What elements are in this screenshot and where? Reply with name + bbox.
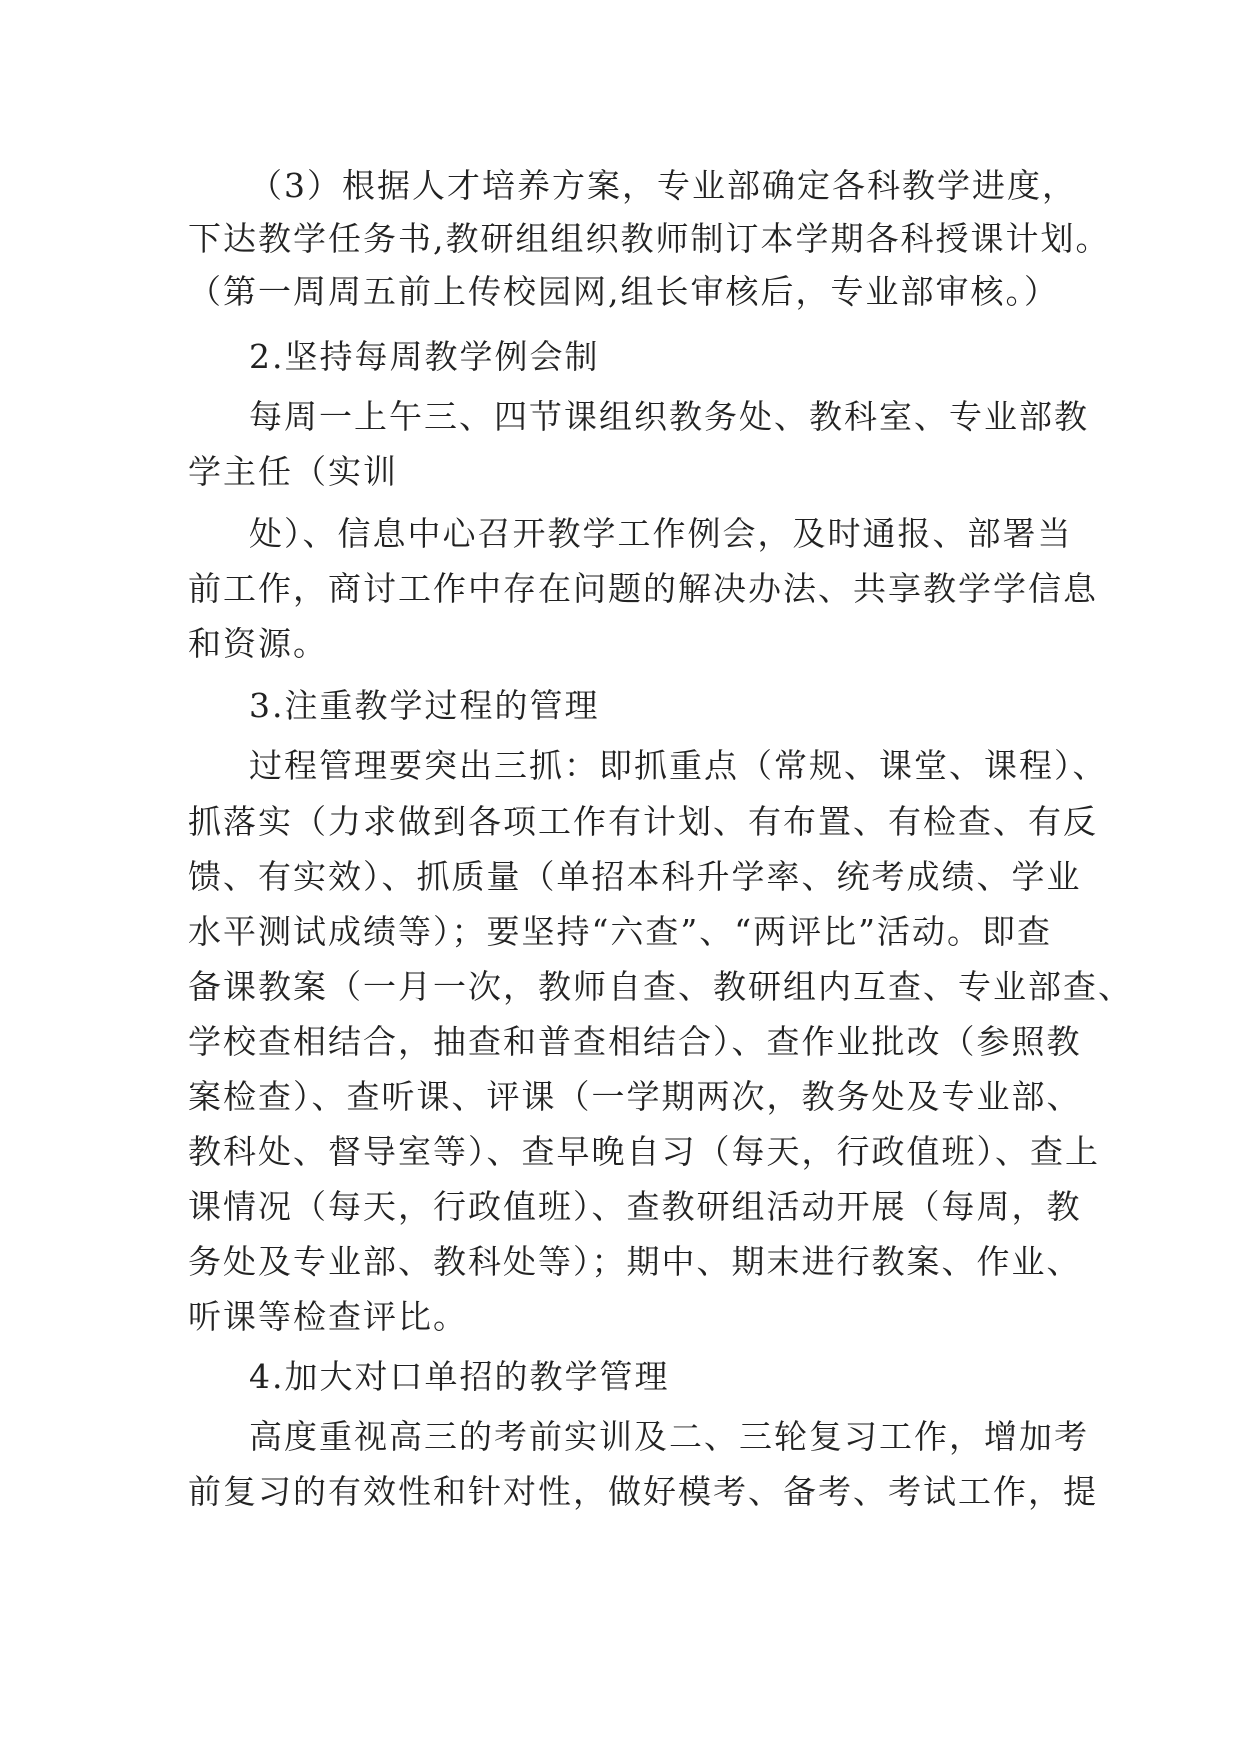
text-line: 教科处、督导室等）、查早晚自习（每天，行政值班）、查上 (188, 1132, 1100, 1171)
text-line: 高度重视高三的考前实训及二、三轮复习工作，增加考 (249, 1417, 1089, 1456)
text-line: 和资源。 (188, 624, 328, 663)
section-heading: 4.加大对口单招的教学管理 (249, 1357, 670, 1396)
text-line: 备课教案（一月一次，教师自查、教研组内互查、专业部查、 (188, 967, 1133, 1006)
text-line: 前工作，商讨工作中存在问题的解决办法、共享教学学信息 (188, 569, 1098, 608)
text-line: 学校查相结合，抽查和普查相结合）、查作业批改（参照教 (188, 1022, 1082, 1061)
text-line: （3）根据人才培养方案，专业部确定各科教学进度， (249, 166, 1077, 205)
text-line: （第一周周五前上传校园网,组长审核后，专业部审核。） (188, 272, 1059, 311)
text-line: 务处及专业部、教科处等）；期中、期末进行教案、作业、 (188, 1242, 1082, 1281)
text-line: 过程管理要突出三抓：即抓重点（常规、课堂、课程）、 (249, 746, 1108, 785)
text-line: 馈、有实效）、抓质量（单招本科升学率、统考成绩、学业 (188, 857, 1082, 896)
text-line: 抓落实（力求做到各项工作有计划、有布置、有检查、有反 (188, 802, 1098, 841)
text-line: 听课等检查评比。 (188, 1297, 468, 1336)
text-line: 处）、信息中心召开教学工作例会，及时通报、部署当 (249, 514, 1073, 553)
text-line: 案检查）、查听课、评课（一学期两次，教务处及专业部、 (188, 1077, 1082, 1116)
text-line: 每周一上午三、四节课组织教务处、教科室、专业部教 (249, 397, 1089, 436)
text-line: 课情况（每天，行政值班）、查教研组活动开展（每周，教 (188, 1187, 1082, 1226)
text-line: 下达教学任务书,教研组组织教师制订本学期各科授课计划。 (188, 219, 1111, 258)
text-line: 学主任（实训 (188, 452, 398, 491)
section-heading: 2.坚持每周教学例会制 (249, 337, 600, 376)
text-line: 前复习的有效性和针对性，做好模考、备考、考试工作，提 (188, 1472, 1098, 1511)
section-heading: 3.注重教学过程的管理 (249, 686, 600, 725)
text-line: 水平测试成绩等）；要坚持“六查”、“两评比”活动。即查 (188, 912, 1052, 951)
